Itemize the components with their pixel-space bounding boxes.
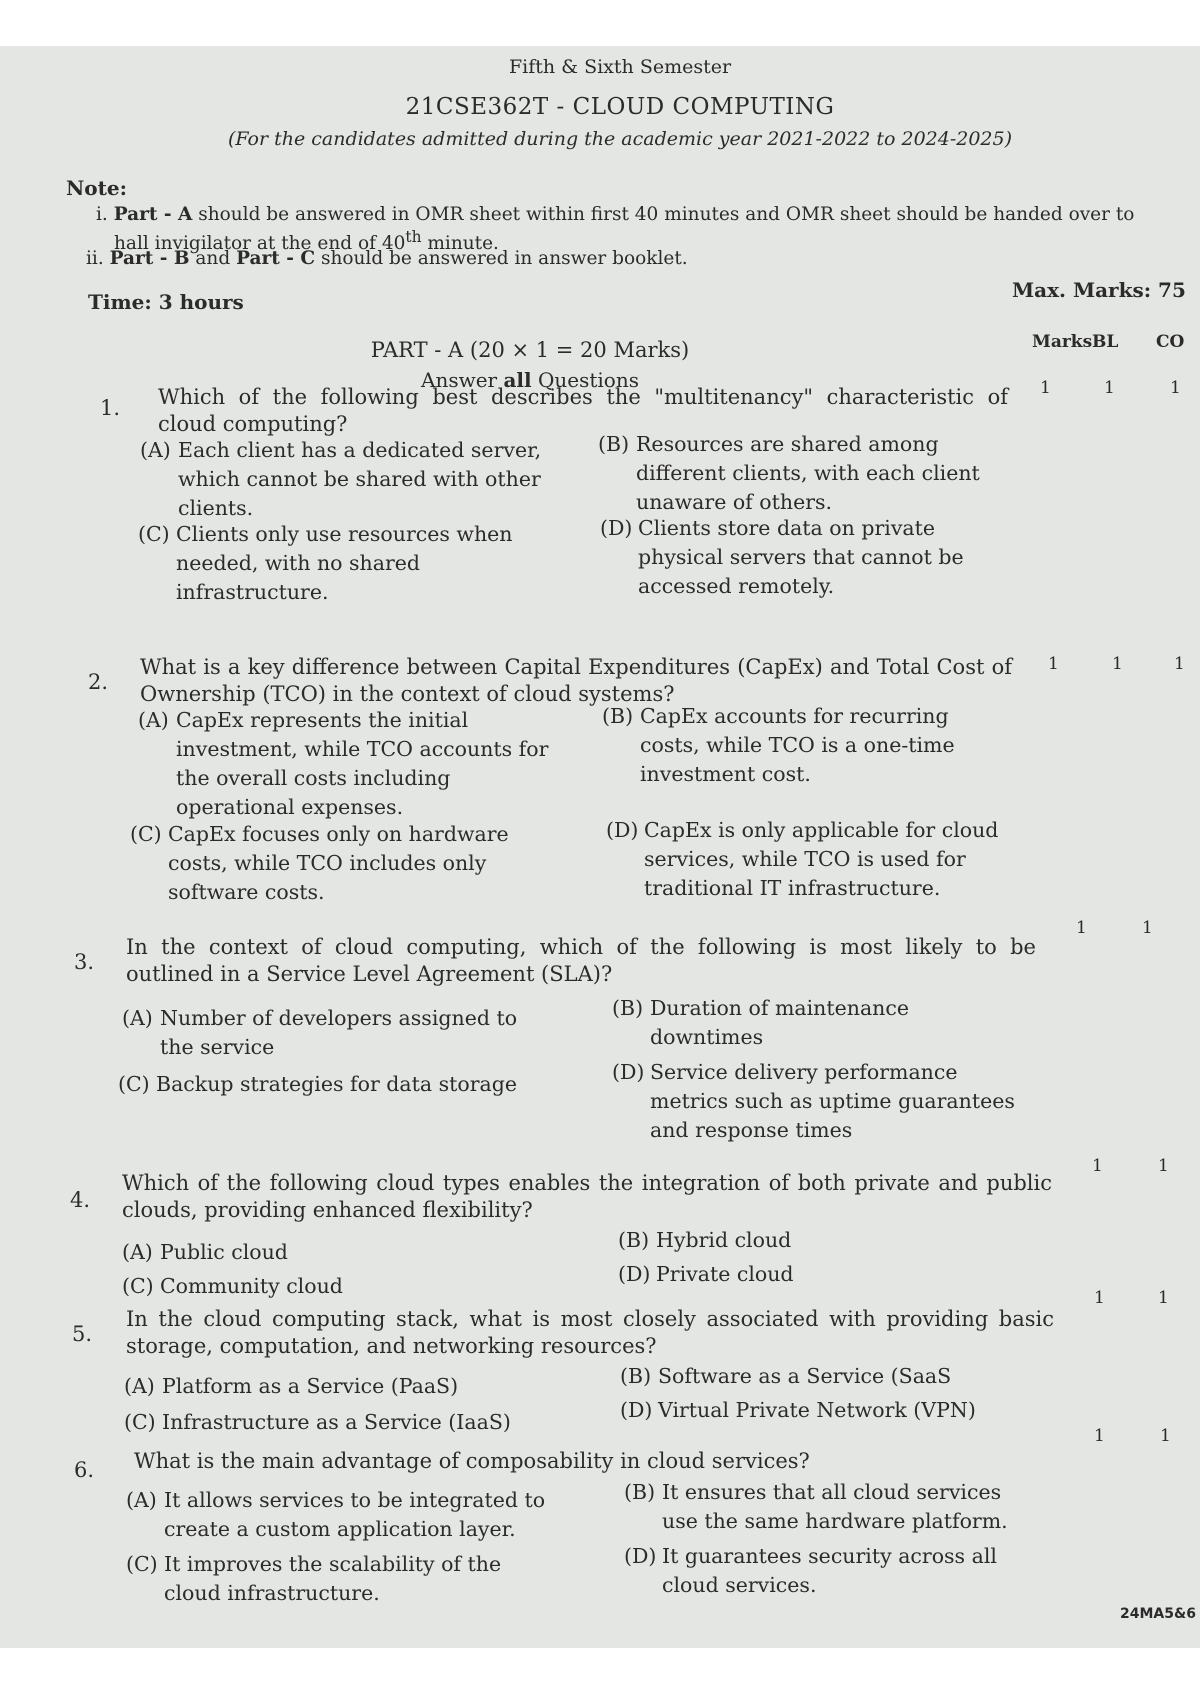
option-text: It improves the scalability of the cloud infrastructure. [164,1552,502,1605]
part-a-title: PART - A (20 × 1 = 20 Marks) [370,338,690,362]
question-number: 1. [100,396,121,420]
question-number: 2. [88,670,109,694]
instruction-post: Questions [537,368,639,392]
note-line-2-text: should be answered in answer booklet. [320,248,688,269]
option-text: CapEx accounts for recurring costs, while TCO is a one-time investment cost. [640,704,955,786]
marks-value: 1 [1094,1288,1105,1308]
marks-value: 1 [1048,654,1059,674]
option-label: (B) [620,1364,652,1388]
option-label: (D) [618,1262,651,1286]
option-label: (B) [624,1480,656,1504]
question-number: 4. [70,1188,91,1212]
question-number: 3. [74,950,95,974]
semester-title: Fifth & Sixth Semester [508,56,732,78]
co-value: 1 [1170,378,1181,398]
exam-time: Time: 3 hours [88,290,244,314]
note-line-1 [96,204,1176,226]
option-label: (A) [124,1374,155,1398]
option-b [602,702,1022,789]
question-number: 6. [74,1458,95,1482]
option-label: (C) [118,1072,150,1096]
question-number: 5. [72,1322,93,1346]
option-text: CapEx represents the initial investment, while TCO accounts for the overall costs including operational expenses. [176,708,549,819]
option-a [122,1004,562,1062]
instruction-pre: Answer [421,368,498,392]
option-label: (D) [620,1398,653,1422]
option-text: Service delivery performance metrics such as uptime guarantees and response times [650,1060,1015,1142]
question-text: In the context of cloud computing, which of the following is most likely to be outlined in a Service Level Agreement (SLA)? [126,935,1036,986]
option-d [606,816,1026,903]
question-text: Which of the following cloud types enables the integration of both private and public clouds, providing enhanced flexibility? [122,1171,1052,1222]
option-text: It guarantees security across all cloud services. [662,1544,997,1597]
option-label: (B) [618,1228,650,1252]
note-line-1-sup: th [405,228,422,246]
paper-code: 24MA5&6 [1120,1606,1196,1622]
column-bl: BL [1092,332,1119,352]
question-text: What is the main advantage of composability in cloud services? [134,1449,810,1473]
bl-value: 1 [1142,918,1153,938]
option-label: (A) [138,708,169,732]
question-text: What is a key difference between Capital Expenditures (CapEx) and Total Cost of Ownership (TCO) in the context of cloud systems? [140,655,1012,706]
option-label: (B) [602,704,634,728]
option-c [126,1550,586,1608]
option-c [122,1272,522,1301]
option-text: Software as a Service (SaaS [658,1364,952,1388]
option-b [598,430,1018,517]
option-text: Platform as a Service (PaaS) [162,1374,459,1398]
option-label: (D) [624,1544,657,1568]
option-label: (C) [124,1410,156,1434]
option-text: It allows services to be integrated to create a custom application layer. [164,1488,546,1541]
option-d [624,1542,1054,1600]
option-text: Each client has a dedicated server, which cannot be shared with other clients. [178,438,542,520]
question-text: Which of the following best describes the "multitenancy" characteristic of cloud computing? [158,385,1008,436]
option-label: (C) [122,1274,154,1298]
option-label: (C) [130,822,162,846]
note-line-2 [86,248,688,270]
note-line-1-text: should be answered in OMR sheet within first 40 minutes and OMR sheet should be handed over to [198,204,1135,225]
option-label: (B) [598,432,630,456]
option-a [138,706,578,822]
marks-value: 1 [1092,1156,1103,1176]
option-text: Clients store data on private physical servers that cannot be accessed remotely. [638,516,964,598]
option-c [124,1408,594,1437]
bl-value: 1 [1160,1426,1171,1446]
admitted-note: (For the candidates admitted during the academic year 2021-2022 to 2024-2025) [227,128,1013,150]
option-label: (D) [606,818,639,842]
co-value: 1 [1174,654,1185,674]
option-text: Number of developers assigned to the service [160,1006,518,1059]
option-d [620,1396,1050,1425]
option-label: (A) [126,1488,157,1512]
note-line-2-part-b: Part - B [109,248,190,269]
option-c [130,820,570,907]
option-label: (A) [122,1006,153,1030]
option-label: (D) [612,1060,645,1084]
marks-value: 1 [1094,1426,1105,1446]
option-a [126,1486,586,1544]
note-line-1-number: i. [96,204,108,225]
option-text: Hybrid cloud [656,1228,792,1252]
column-co: CO [1156,332,1185,352]
note-line-1-cont-end: minute. [427,233,499,255]
option-text: CapEx focuses only on hardware costs, while TCO includes only software costs. [168,822,509,904]
option-b [620,1362,1050,1391]
option-label: (D) [600,516,633,540]
option-label: (A) [122,1240,153,1264]
max-marks: Max. Marks: 75 [1012,278,1186,302]
exam-paper [0,46,1200,1648]
option-a [140,436,560,523]
option-b [618,1226,1018,1255]
note-line-1-part: Part - A [113,204,193,225]
marks-value: 1 [1076,918,1087,938]
note-heading: Note: [66,176,127,200]
course-title: 21CSE362T - CLOUD COMPUTING [405,94,835,120]
option-text: Community cloud [160,1274,343,1298]
bl-value: 1 [1158,1156,1169,1176]
note-line-2-and: and [195,248,231,269]
option-label: (C) [126,1552,158,1576]
note-line-1-cont-text: hall invigilator at the end of 40 [114,233,406,255]
question-text: In the cloud computing stack, what is most closely associated with providing basic storage, computation, and networking resources? [126,1307,1054,1358]
note-line-2-number: ii. [86,248,104,269]
bl-value: 1 [1158,1288,1169,1308]
option-d [600,514,1020,601]
option-d [612,1058,1052,1145]
option-text: It ensures that all cloud services use the same hardware platform. [662,1480,1008,1533]
option-text: Duration of maintenance downtimes [650,996,909,1049]
option-text: Resources are shared among different clients, with each client unaware of others. [636,432,980,514]
marks-value: 1 [1040,378,1051,398]
option-label: (C) [138,522,170,546]
option-text: Clients only use resources when needed, with no shared infrastructure. [176,522,513,604]
option-b [624,1478,1054,1536]
option-text: Public cloud [160,1240,288,1264]
option-d [618,1260,1018,1289]
option-a [124,1372,584,1401]
option-text: Infrastructure as a Service (IaaS) [162,1410,511,1434]
option-text: CapEx is only applicable for cloud services, while TCO is used for traditional IT infrastructure. [644,818,999,900]
option-label: (A) [140,438,171,462]
option-c [138,520,558,607]
option-text: Virtual Private Network (VPN) [658,1398,976,1422]
option-b [612,994,1032,1052]
option-text: Backup strategies for data storage [156,1072,517,1096]
instruction-all: all [503,368,532,392]
note-line-2-part-c: Part - C [236,248,316,269]
option-c [118,1070,578,1099]
option-a [122,1238,522,1267]
column-marks: Marks [1032,332,1093,352]
option-text: Private cloud [656,1262,794,1286]
bl-value: 1 [1104,378,1115,398]
bl-value: 1 [1112,654,1123,674]
option-label: (B) [612,996,644,1020]
